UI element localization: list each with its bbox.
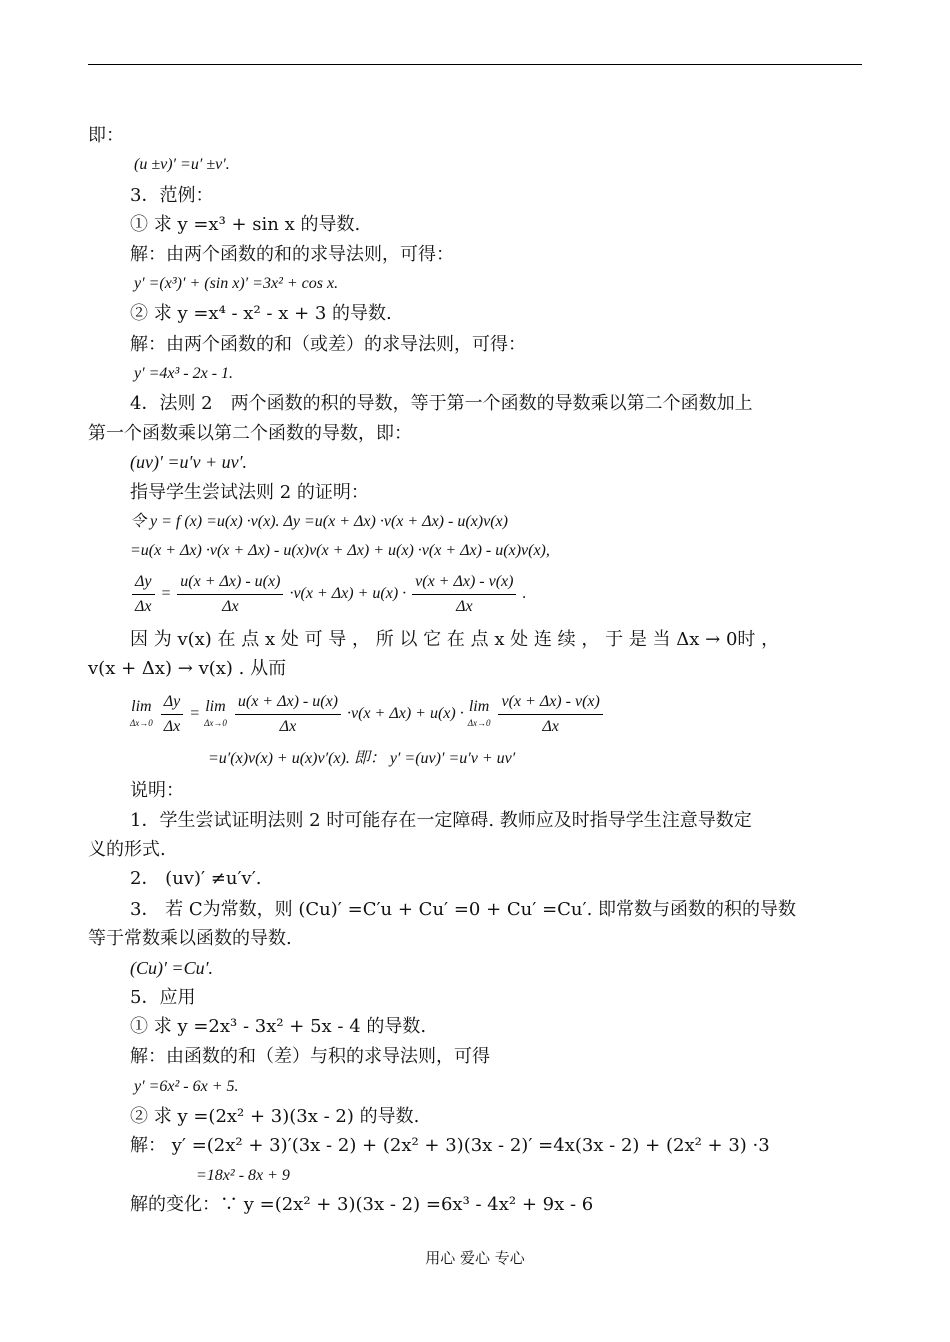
lim-label: lim	[468, 697, 490, 715]
text-line: ① 求 y =2x³ - 3x² + 5x - 4 的导数.	[130, 1016, 427, 1037]
fraction-denominator: Δx	[456, 598, 473, 615]
text-line: 1．学生尝试证明法则 2 时可能存在一定障碍. 教师应及时指导学生注意导数定	[130, 810, 752, 831]
limit-operator	[130, 699, 153, 731]
text-line: 解：由两个函数的和（或差）的求导法则，可得：	[130, 334, 526, 355]
formula-line: (u ±v)′ =u′ ±v′.	[134, 156, 230, 173]
formula-line: y′ =4x³ - 2x - 1.	[134, 365, 234, 382]
fraction-denominator: Δx	[135, 598, 152, 615]
text-line: ② 求 y =(2x² + 3)(3x - 2) 的导数.	[130, 1106, 420, 1127]
formula-line: (uv)′ =u′v + uv′.	[130, 452, 248, 472]
formula-line: =u′(x)v(x) + u(x)v′(x). 即： y′ =(uv)′ =u′v + uv′	[208, 750, 516, 767]
formula-line: =18x² - 8x + 9	[196, 1167, 290, 1184]
fraction-numerator: v(x + Δx) - v(x)	[498, 690, 602, 715]
fraction	[498, 690, 602, 739]
fraction	[132, 570, 155, 619]
header-rule	[88, 64, 862, 65]
text-line: ② 求 y =x⁴ - x² - x + 3 的导数.	[130, 303, 392, 324]
formula-line: y′ =6x² - 6x + 5.	[134, 1078, 239, 1095]
fraction-formula	[130, 570, 526, 619]
text-line: 解的变化：∵ y =(2x² + 3)(3x - 2) =6x³ - 4x² + 9x - 6	[130, 1194, 594, 1215]
fraction	[161, 690, 184, 739]
text-line: 解：由函数的和（差）与积的求导法则，可得	[130, 1046, 490, 1067]
limit-operator	[468, 699, 491, 731]
text-line: 义的形式.	[88, 839, 166, 860]
formula-middle: ·v(x + Δx) + u(x) ·	[347, 705, 464, 723]
formula-line: =u(x + Δx) ·v(x + Δx) - u(x)v(x + Δx) + u(x) ·v(x + Δx) - u(x)v(x),	[130, 542, 550, 559]
formula-end: .	[522, 585, 527, 603]
fraction-numerator: u(x + Δx) - u(x)	[235, 690, 341, 715]
text-line: 因 为 v(x) 在 点 x 处 可 导 ， 所 以 它 在 点 x 处 连 续 ， 于 是 当 Δx → 0时 ，	[130, 629, 780, 650]
text-line: 3． 若 C为常数，则 (Cu)′ =C′u + Cu′ =0 + Cu′ =Cu′. 即常数与函数的积的导数	[130, 899, 797, 920]
fraction-numerator: Δy	[161, 690, 184, 715]
text-line: 即：	[88, 125, 124, 146]
lim-subscript: Δx→0	[467, 717, 491, 728]
text-line: v(x + Δx) → v(x) . 从而	[88, 658, 287, 679]
fraction	[412, 570, 516, 619]
text-line: 第一个函数乘以第二个函数的导数，即：	[88, 423, 412, 444]
text-line: 解： y′ =(2x² + 3)′(3x - 2) + (2x² + 3)(3x - 2)′ =4x(3x - 2) + (2x² + 3) ·3	[130, 1135, 770, 1156]
fraction-numerator: v(x + Δx) - v(x)	[412, 570, 516, 595]
fraction-denominator: Δx	[163, 718, 181, 735]
text-line: 4．法则 2 两个函数的积的导数，等于第一个函数的导数乘以第二个函数加上	[130, 393, 753, 414]
section-heading: 3．范例：	[130, 185, 214, 206]
text-line: 2． (uv)′ ≠u′v′.	[130, 868, 262, 889]
text-line: 指导学生尝试法则 2 的证明：	[130, 482, 369, 503]
fraction-denominator: Δx	[542, 718, 559, 735]
fraction-numerator: Δy	[132, 570, 155, 595]
text-line: ① 求 y =x³ + sin x 的导数.	[130, 214, 361, 235]
equals-sign: =	[160, 585, 172, 603]
fraction	[235, 690, 341, 739]
formula-line: y′ =(x³)′ + (sin x)′ =3x² + cos x.	[134, 275, 339, 292]
text-line: 等于常数乘以函数的导数.	[88, 928, 292, 949]
formula-line: (Cu)′ =Cu′.	[130, 958, 214, 978]
lim-subscript: Δx→0	[204, 717, 227, 728]
fraction-numerator: u(x + Δx) - u(x)	[177, 570, 283, 595]
text-line: 解：由两个函数的和的求导法则，可得：	[130, 244, 454, 265]
text-line: 说明：	[130, 780, 184, 801]
limit-operator	[204, 699, 227, 731]
lim-label: lim	[205, 697, 226, 715]
fraction-denominator: Δx	[279, 718, 297, 735]
equals-sign: =	[189, 705, 201, 723]
lim-subscript: Δx→0	[130, 717, 153, 728]
limit-formula	[130, 690, 605, 739]
page-footer: 用心 爱心 专心	[425, 1249, 525, 1267]
formula-line: 令 y = f (x) =u(x) ·v(x). Δy =u(x + Δx) ·v(x + Δx) - u(x)v(x)	[130, 513, 508, 530]
formula-middle: ·v(x + Δx) + u(x) ·	[289, 585, 407, 603]
lim-label: lim	[131, 697, 152, 715]
fraction	[177, 570, 283, 619]
section-heading: 5．应用	[130, 987, 196, 1008]
fraction-denominator: Δx	[222, 598, 239, 615]
